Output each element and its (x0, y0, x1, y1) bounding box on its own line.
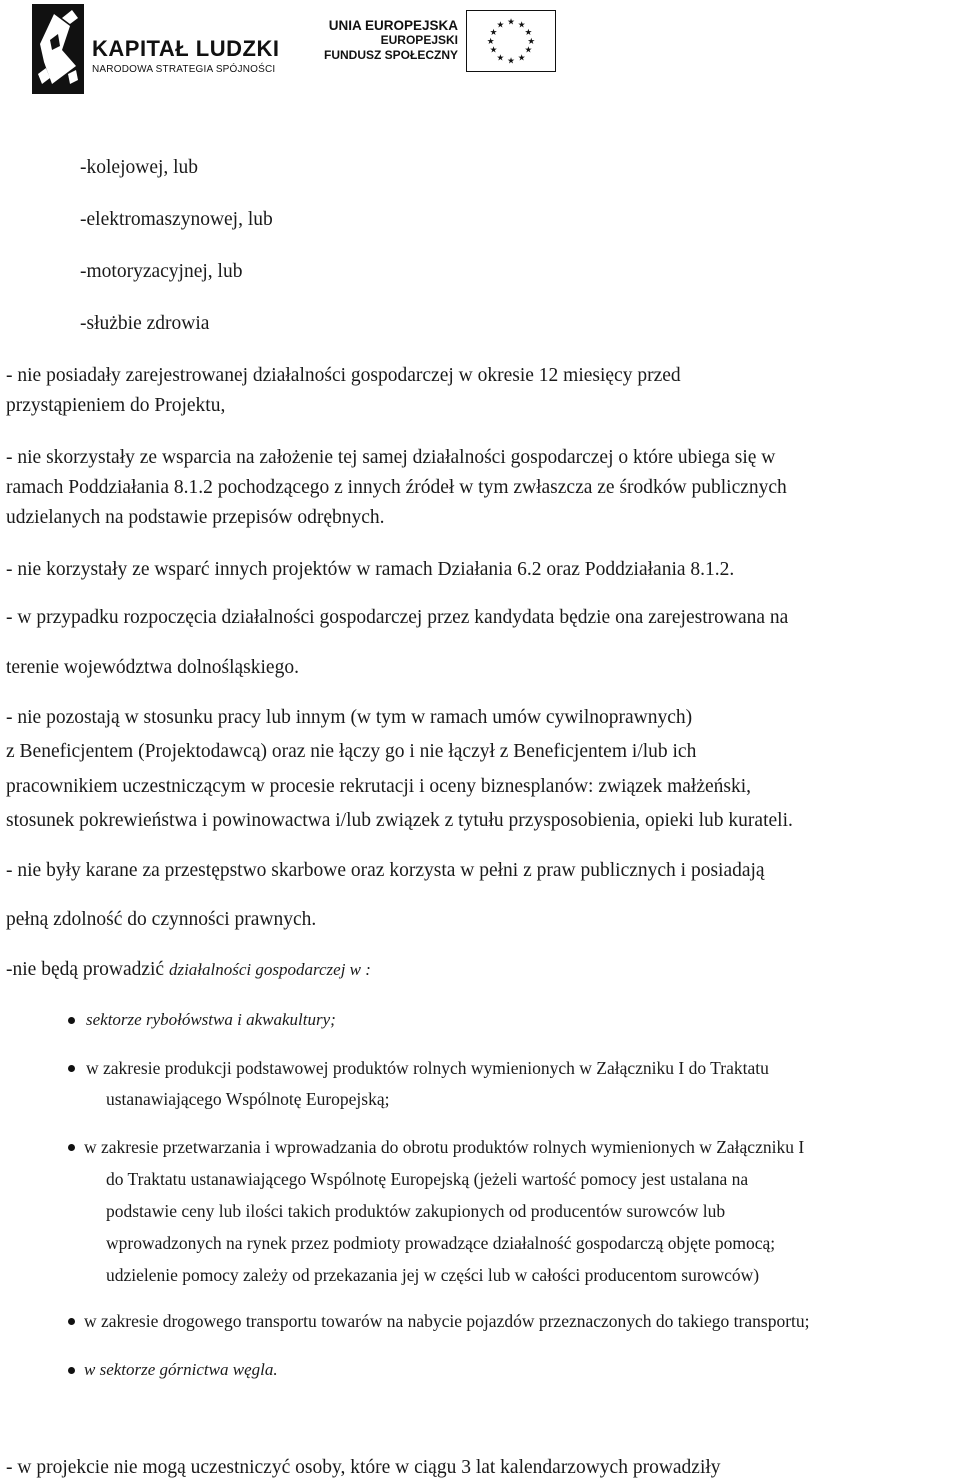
list-item: wprowadzonych na rynek przez podmioty prowadzące działalność gospodarczą objęte pomocą; (106, 1233, 776, 1253)
list-item: w zakresie drogowego transportu towarów na nabycie pojazdów przeznaczonych do takiego transportu; (84, 1311, 810, 1331)
svg-text:★: ★ (507, 17, 515, 28)
svg-text:★: ★ (489, 45, 498, 56)
paragraph-line: - nie pozostają w stosunku pracy lub innym (w tym w ramach umów cywilnoprawnych) (6, 707, 693, 728)
list-item: -elektromaszynowej, lub (80, 209, 273, 230)
bullet-icon (68, 1065, 75, 1072)
eu-label-line2: EUROPEJSKI (380, 33, 458, 47)
paragraph-line: ramach Poddziałania 8.1.2 pochodzącego z innych źródeł w tym zwłaszcza ze środków publicznych (6, 477, 787, 498)
svg-text:★: ★ (527, 36, 536, 47)
svg-text:★: ★ (524, 28, 533, 39)
paragraph-line: przystąpieniem do Projektu, (6, 395, 226, 416)
paragraph-line (6, 958, 371, 982)
bullet-icon (68, 1144, 75, 1151)
paragraph-line: - w przypadku rozpoczęcia działalności gospodarczej przez kandydata będzie ona zarejestrowana na (6, 607, 789, 628)
svg-text:★: ★ (486, 36, 495, 47)
list-item: -motoryzacyjnej, lub (80, 261, 243, 282)
eu-label-line1: UNIA EUROPEJSKA (328, 18, 458, 33)
paragraph-line: stosunek pokrewieństwa i powinowactwa i/lub związek z tytułu przysposobienia, opieki lub kurateli. (6, 810, 793, 831)
list-item: w zakresie produkcji podstawowej produktów rolnych wymienionych w Załączniku I do Traktatu (86, 1058, 769, 1078)
paragraph-text: -nie będą prowadzić (6, 959, 169, 980)
svg-text:★: ★ (524, 45, 533, 56)
bullet-icon (68, 1367, 75, 1374)
svg-text:★: ★ (507, 56, 515, 67)
kapital-ludzki-title: KAPITAŁ LUDZKI (92, 36, 280, 61)
svg-text:★: ★ (517, 20, 526, 31)
svg-text:★: ★ (489, 28, 498, 39)
list-item: -kolejowej, lub (80, 157, 199, 178)
list-item: podstawie ceny lub ilości takich produktów zakupionych od producentów surowców lub (106, 1201, 726, 1221)
svg-text:★: ★ (496, 53, 505, 64)
list-item: udzielenie pomocy zależy od przekazania jej w części lub w całości producentom surowców) (106, 1265, 760, 1285)
bullet-icon (68, 1318, 75, 1325)
paragraph-line: - w projekcie nie mogą uczestniczyć osoby, które w ciągu 3 lat kalendarzowych prowadziły (6, 1457, 721, 1478)
list-item: -służbie zdrowia (80, 313, 210, 334)
paragraph-text-italic: działalności gospodarczej w : (168, 960, 371, 979)
paragraph-line: pełną zdolność do czynności prawnych. (6, 909, 317, 930)
bullet-icon (68, 1017, 75, 1024)
svg-text:★: ★ (496, 20, 505, 31)
paragraph-line: pracownikiem uczestniczącym w procesie rekrutacji i oceny biznesplanów: związek małżeński, (6, 776, 752, 797)
list-item: ustanawiającego Wspólnotę Europejską; (106, 1089, 390, 1109)
list-item: w zakresie przetwarzania i wprowadzania do obrotu produktów rolnych wymienionych w Załączniku I (84, 1137, 805, 1157)
paragraph-line: z Beneficjentem (Projektodawcą) oraz nie łączy go i nie łączył z Beneficjentem i/lub ich (6, 741, 697, 762)
paragraph-line: - nie były karane za przestępstwo skarbowe oraz korzysta w pełni z praw publicznych i posiadają (6, 860, 765, 881)
eu-label-line3: FUNDUSZ SPOŁECZNY (323, 48, 458, 62)
paragraph-line: - nie posiadały zarejestrowanej działalności gospodarczej w okresie 12 miesięcy przed (6, 365, 681, 386)
list-item: sektorze rybołówstwa i akwakultury; (86, 1010, 336, 1029)
paragraph-line: - nie korzystały ze wsparć innych projektów w ramach Działania 6.2 oraz Poddziałania 8.1.2. (6, 559, 735, 580)
list-item: w sektorze górnictwa węgla. (84, 1360, 278, 1379)
paragraph-line: terenie województwa dolnośląskiego. (6, 657, 299, 678)
paragraph-line: - nie skorzystały ze wsparcia na założenie tej samej działalności gospodarczej o które ubiega się w (6, 447, 776, 468)
list-item: do Traktatu ustanawiającego Wspólnotę Europejską (jeżeli wartość pomocy jest ustalana na (106, 1169, 749, 1189)
paragraph-line: udzielanych na podstawie przepisów odrębnych. (6, 507, 385, 528)
svg-text:★: ★ (517, 53, 526, 64)
kapital-ludzki-subtitle: NARODOWA STRATEGIA SPÓJNOŚCI (92, 64, 276, 75)
